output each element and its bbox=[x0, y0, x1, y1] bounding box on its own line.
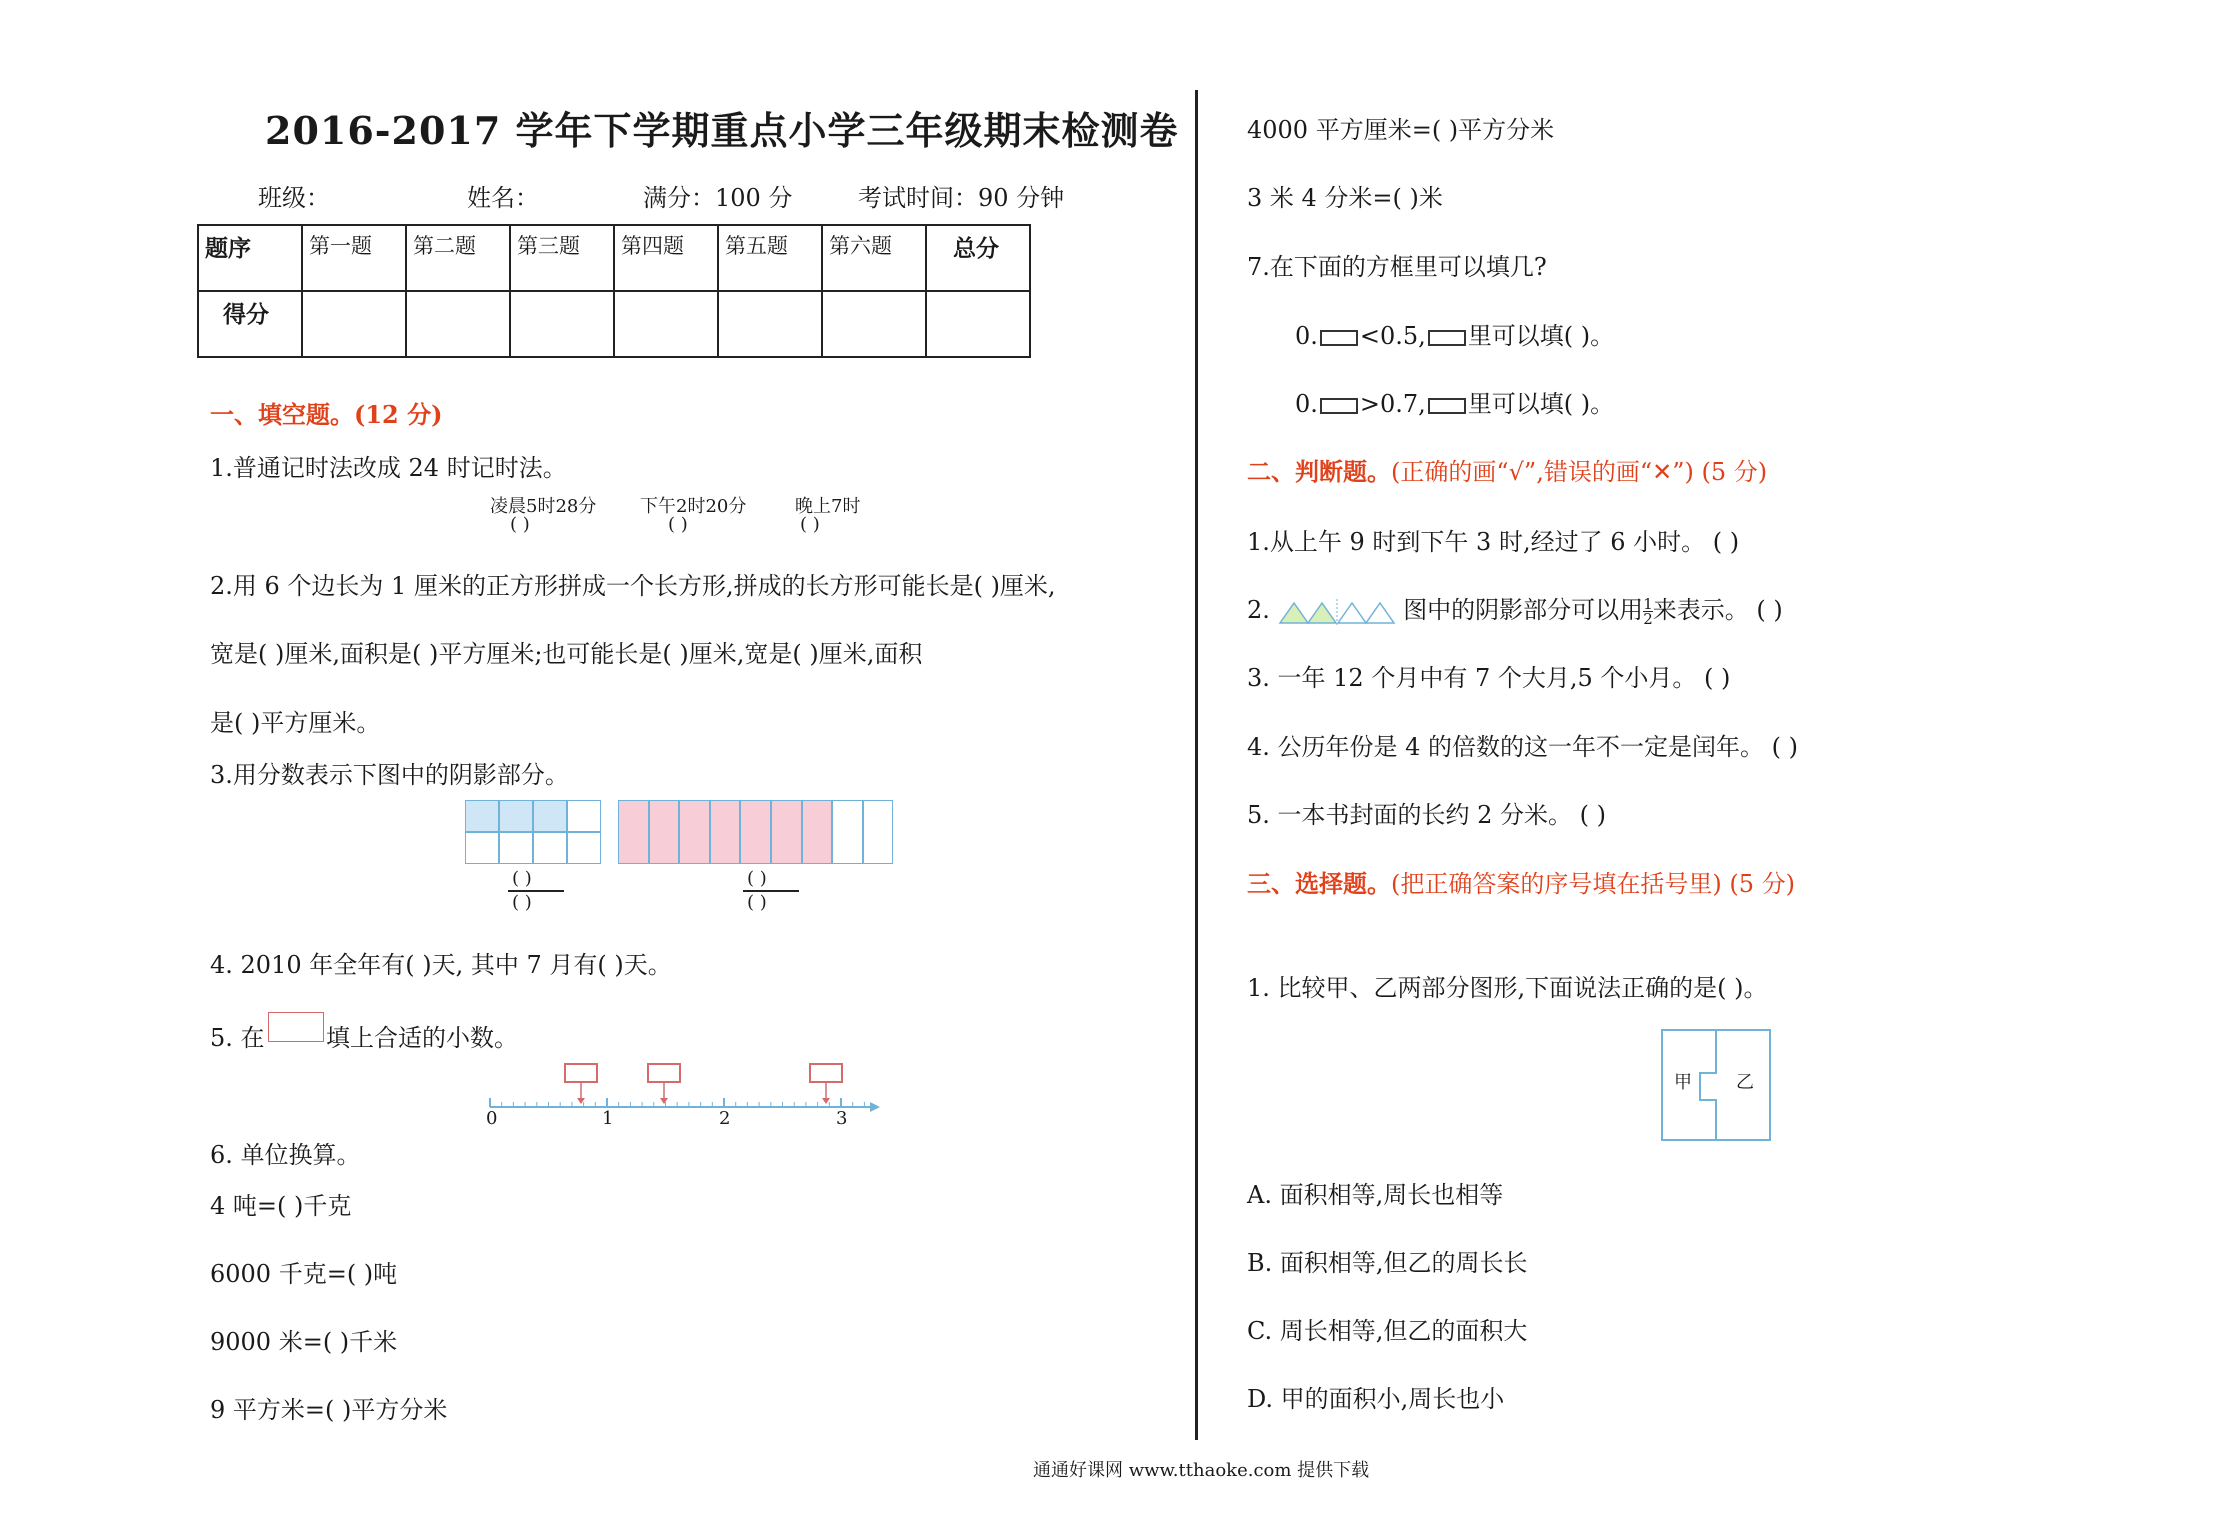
section-3-title: 三、选择题。 bbox=[1247, 869, 1391, 898]
judge-item-2 bbox=[1247, 590, 1783, 626]
score-row-label: 得分 bbox=[198, 291, 302, 357]
grid-cell bbox=[465, 800, 499, 832]
judge-item: 3. 一年 12 个月中有 7 个大月,5 个小月。 ( ) bbox=[1247, 664, 1731, 692]
judge-text: 来表示。 ( ) bbox=[1652, 596, 1783, 624]
strip-cell bbox=[679, 800, 710, 864]
score-table bbox=[197, 224, 1031, 358]
grid-cell bbox=[533, 832, 567, 864]
footer-text: 通通好课网 www.tthaoke.com 提供下载 bbox=[1033, 1460, 1370, 1481]
question-4: 4. 2010 年全年有( )天, 其中 7 月有( )天。 bbox=[210, 951, 672, 979]
question-6: 6. 单位换算。 bbox=[210, 1141, 361, 1169]
grid-cell bbox=[465, 832, 499, 864]
choice-option: C. 周长相等,但乙的面积大 bbox=[1247, 1317, 1528, 1345]
score-table-header: 第二题 bbox=[406, 225, 510, 291]
strip-cell bbox=[618, 800, 649, 864]
triangles-figure bbox=[1278, 599, 1396, 625]
answer-box[interactable] bbox=[810, 1064, 842, 1082]
section-1-title: 一、填空题。(12 分) bbox=[210, 400, 443, 429]
q1-answer-paren[interactable]: ( ) bbox=[510, 514, 530, 535]
q7-prefix: 0. bbox=[1295, 322, 1318, 350]
question-7: 7.在下面的方框里可以填几? bbox=[1247, 253, 1547, 281]
question-2-line1: 2.用 6 个边长为 1 厘米的正方形拼成一个长方形,拼成的长方形可能长是( )厘米, bbox=[210, 572, 1056, 600]
score-cell[interactable] bbox=[302, 291, 406, 357]
score-table-header: 第六题 bbox=[822, 225, 926, 291]
question-5-prefix: 5. 在 bbox=[210, 1024, 265, 1052]
fraction-numerator-blank[interactable]: ( ) bbox=[512, 868, 532, 889]
grid-cell bbox=[533, 800, 567, 832]
question-2-line2: 宽是( )厘米,面积是( )平方厘米;也可能长是( )厘米,宽是( )厘米,面积 bbox=[210, 640, 923, 668]
q7-answer: 里可以填( )。 bbox=[1467, 322, 1615, 350]
column-divider bbox=[1195, 90, 1198, 1440]
answer-box-sample bbox=[268, 1012, 324, 1042]
grid-cell bbox=[567, 800, 601, 832]
strip-cell bbox=[863, 800, 894, 864]
choice-option: B. 面积相等,但乙的周长长 bbox=[1247, 1249, 1528, 1277]
answer-box[interactable] bbox=[565, 1064, 597, 1082]
section-2-title: 二、判断题。 bbox=[1247, 457, 1391, 486]
strip-cell bbox=[710, 800, 741, 864]
score-table-header: 第一题 bbox=[302, 225, 406, 291]
judge-number: 2. bbox=[1247, 596, 1270, 624]
conversion-item: 3 米 4 分米=( )米 bbox=[1247, 184, 1443, 212]
grid-cell bbox=[499, 800, 533, 832]
fraction-denominator-blank[interactable]: ( ) bbox=[512, 892, 532, 913]
conversion-item: 9 平方米=( )平方分米 bbox=[210, 1396, 448, 1424]
conversion-item: 9000 米=( )千米 bbox=[210, 1328, 398, 1356]
number-line-label: 0 bbox=[486, 1108, 498, 1129]
score-cell[interactable] bbox=[614, 291, 718, 357]
score-table-header: 总分 bbox=[926, 225, 1030, 291]
figure-label-jia: 甲 bbox=[1674, 1072, 1692, 1093]
fraction-figure-1 bbox=[465, 800, 601, 864]
q7-row-b bbox=[1295, 384, 1614, 419]
choice-option: A. 面积相等,周长也相等 bbox=[1247, 1181, 1504, 1209]
section-2-header bbox=[1247, 452, 1767, 487]
judge-text: 图中的阴影部分可以用 bbox=[1403, 596, 1644, 624]
q1-item: 凌晨5时28分 bbox=[490, 496, 597, 517]
judge-item: 5. 一本书封面的长约 2 分米。 ( ) bbox=[1247, 801, 1607, 829]
choice-question-1: 1. 比较甲、乙两部分图形,下面说法正确的是( )。 bbox=[1247, 974, 1768, 1002]
fraction-denominator: 2 bbox=[1643, 610, 1653, 628]
fraction-half bbox=[1643, 597, 1653, 626]
q7-blank-box[interactable] bbox=[1320, 398, 1358, 414]
judge-item: 4. 公历年份是 4 的倍数的这一年不一定是闰年。 ( ) bbox=[1247, 733, 1799, 761]
score-table-header: 第四题 bbox=[614, 225, 718, 291]
figure-label-yi: 乙 bbox=[1736, 1072, 1754, 1093]
q7-blank-box[interactable] bbox=[1428, 330, 1466, 346]
grid-cell bbox=[499, 832, 533, 864]
fraction-figure-2 bbox=[618, 800, 894, 864]
strip-cell bbox=[649, 800, 680, 864]
question-5-suffix: 填上合适的小数。 bbox=[326, 1024, 518, 1052]
name-label: 姓名： bbox=[467, 184, 539, 212]
question-2-line3: 是( )平方厘米。 bbox=[210, 709, 381, 737]
fraction-denominator-blank[interactable]: ( ) bbox=[747, 892, 767, 913]
score-cell[interactable] bbox=[510, 291, 614, 357]
strip-cell bbox=[802, 800, 833, 864]
judge-item: 1.从上午 9 时到下午 3 时,经过了 6 小时。 ( ) bbox=[1247, 528, 1740, 556]
conversion-item: 4 吨=( )千克 bbox=[210, 1192, 352, 1220]
score-cell[interactable] bbox=[406, 291, 510, 357]
question-3: 3.用分数表示下图中的阴影部分。 bbox=[210, 761, 569, 789]
exam-time-label: 考试时间：90 分钟 bbox=[858, 184, 1065, 212]
answer-box[interactable] bbox=[648, 1064, 680, 1082]
strip-cell bbox=[832, 800, 863, 864]
conversion-item: 6000 千克=( )吨 bbox=[210, 1260, 398, 1288]
grid-cell bbox=[567, 832, 601, 864]
score-table-header: 第三题 bbox=[510, 225, 614, 291]
fraction-numerator-blank[interactable]: ( ) bbox=[747, 868, 767, 889]
strip-cell bbox=[771, 800, 802, 864]
score-cell[interactable] bbox=[926, 291, 1030, 357]
conversion-item: 4000 平方厘米=( )平方分米 bbox=[1247, 116, 1555, 144]
q7-prefix: 0. bbox=[1295, 390, 1318, 418]
number-line-label: 2 bbox=[719, 1108, 731, 1129]
q7-condition: <0.5, bbox=[1359, 322, 1426, 350]
choice-option: D. 甲的面积小,周长也小 bbox=[1247, 1385, 1505, 1413]
q1-item: 下午2时20分 bbox=[640, 496, 747, 517]
page-title: 2016-2017 学年下学期重点小学三年级期末检测卷 bbox=[265, 108, 1179, 153]
q7-blank-box[interactable] bbox=[1428, 398, 1466, 414]
score-table-header: 题序 bbox=[198, 225, 302, 291]
number-line-label: 3 bbox=[836, 1108, 848, 1129]
question-1: 1.普通记时法改成 24 时记时法。 bbox=[210, 454, 567, 482]
q1-item: 晚上7时 bbox=[795, 496, 861, 517]
number-line bbox=[480, 1062, 880, 1132]
section-3-note: (把正确答案的序号填在括号里) (5 分) bbox=[1391, 870, 1795, 898]
class-label: 班级： bbox=[258, 184, 330, 212]
strip-cell bbox=[740, 800, 771, 864]
q7-row-a bbox=[1295, 316, 1614, 351]
fraction-numerator: 1 bbox=[1643, 595, 1653, 613]
score-cell[interactable] bbox=[718, 291, 822, 357]
q1-answer-paren[interactable]: ( ) bbox=[800, 514, 820, 535]
section-2-note: (正确的画“√”,错误的画“✕”) (5 分) bbox=[1391, 458, 1768, 486]
score-table-header: 第五题 bbox=[718, 225, 822, 291]
q7-blank-box[interactable] bbox=[1320, 330, 1358, 346]
q1-answer-paren[interactable]: ( ) bbox=[668, 514, 688, 535]
q7-answer: 里可以填( )。 bbox=[1467, 390, 1615, 418]
score-cell[interactable] bbox=[822, 291, 926, 357]
q7-condition: >0.7, bbox=[1359, 390, 1426, 418]
section-3-header bbox=[1247, 864, 1795, 899]
number-line-label: 1 bbox=[602, 1108, 614, 1129]
full-score-label: 满分：100 分 bbox=[643, 184, 793, 212]
